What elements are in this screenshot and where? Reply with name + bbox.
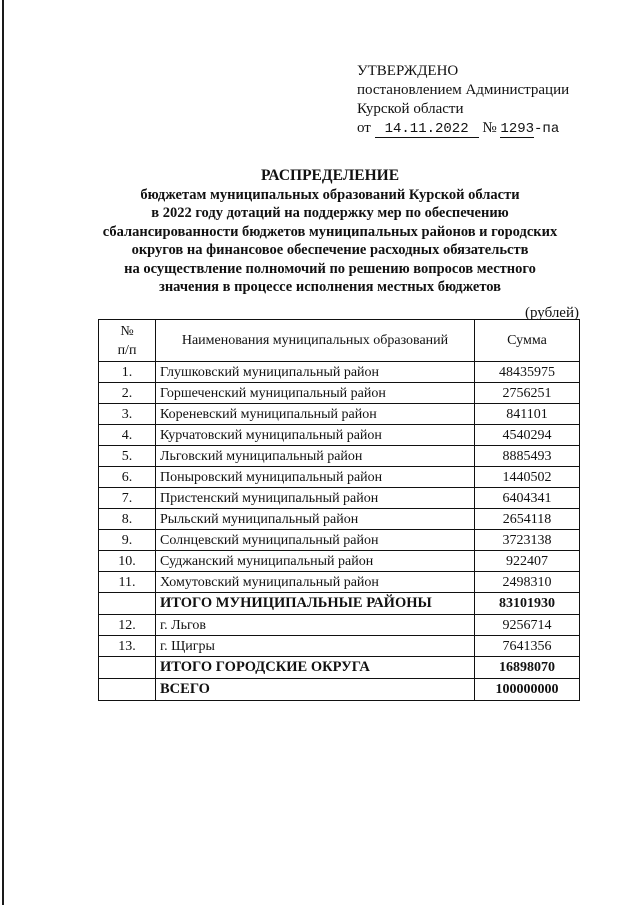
row-number	[99, 593, 156, 615]
header-number-sign: №	[120, 323, 134, 339]
table-row	[99, 446, 580, 467]
row-name: Солнцевский муниципальный район	[156, 530, 475, 551]
currency-unit: (рублей)	[524, 305, 579, 321]
row-number: 9.	[99, 530, 156, 551]
table-row	[99, 425, 580, 446]
row-sum: 7641356	[475, 636, 580, 657]
row-number: 7.	[99, 488, 156, 509]
row-name: Кореневский муниципальный район	[156, 404, 475, 425]
row-name: Хомутовский муниципальный район	[156, 572, 475, 593]
row-sum: 2756251	[475, 383, 580, 404]
row-name: Льговский муниципальный район	[156, 446, 475, 467]
table-row	[99, 488, 580, 509]
row-name: ИТОГО МУНИЦИПАЛЬНЫЕ РАЙОНЫ	[156, 593, 475, 615]
row-sum: 100000000	[475, 679, 580, 701]
row-sum: 2654118	[475, 509, 580, 530]
row-sum: 1440502	[475, 467, 580, 488]
header-name: Наименования муниципальных образований	[156, 320, 475, 362]
title-line: сбалансированности бюджетов муниципальных районов и городских	[102, 223, 558, 240]
date-prefix: от	[357, 120, 371, 136]
row-name: Горшеченский муниципальный район	[156, 383, 475, 404]
table-total-row	[99, 593, 580, 615]
approval-heading: УТВЕРЖДЕНО	[357, 63, 459, 79]
row-number: 11.	[99, 572, 156, 593]
document-title	[70, 167, 590, 297]
approval-number: 1293	[500, 121, 535, 137]
row-sum: 6404341	[475, 488, 580, 509]
title-line: бюджетам муниципальных образований Курской области	[140, 186, 520, 203]
header-number	[99, 320, 156, 362]
row-sum: 8885493	[475, 446, 580, 467]
row-name: ВСЕГО	[156, 679, 475, 701]
table-row	[99, 615, 580, 636]
row-sum: 16898070	[475, 657, 580, 679]
row-number: 10.	[99, 551, 156, 572]
row-number	[99, 657, 156, 679]
row-sum: 83101930	[475, 593, 580, 615]
row-number: 3.	[99, 404, 156, 425]
table-row	[99, 509, 580, 530]
row-sum: 48435975	[475, 362, 580, 383]
number-prefix: №	[482, 120, 497, 136]
row-sum: 2498310	[475, 572, 580, 593]
table-row	[99, 467, 580, 488]
approval-date: 14.11.2022	[375, 122, 479, 138]
row-number	[99, 679, 156, 701]
row-number: 1.	[99, 362, 156, 383]
table-total-row	[99, 679, 580, 701]
row-number: 4.	[99, 425, 156, 446]
row-sum: 4540294	[475, 425, 580, 446]
row-number: 8.	[99, 509, 156, 530]
title-line: в 2022 году дотаций на поддержку мер по обеспечению	[151, 205, 509, 221]
row-name: Поныровский муниципальный район	[156, 467, 475, 488]
row-sum: 922407	[475, 551, 580, 572]
row-name: ИТОГО ГОРОДСКИЕ ОКРУГА	[156, 657, 475, 679]
row-sum: 3723138	[475, 530, 580, 551]
row-name: Рыльский муниципальный район	[156, 509, 475, 530]
title-line: округов на финансовое обеспечение расходных обязательств	[131, 242, 529, 258]
title-main: РАСПРЕДЕЛЕНИЕ	[260, 167, 400, 184]
table-row	[99, 636, 580, 657]
row-name: г. Щигры	[156, 636, 475, 657]
row-name: Глушковский муниципальный район	[156, 362, 475, 383]
title-line: на осуществление полномочий по решению вопросов местного	[124, 260, 536, 277]
row-name: г. Льгов	[156, 615, 475, 636]
approval-line: Курской области	[357, 101, 464, 117]
row-number: 6.	[99, 467, 156, 488]
row-sum: 841101	[475, 404, 580, 425]
title-line: значения в процессе исполнения местных бюджетов	[159, 279, 501, 295]
row-number: 5.	[99, 446, 156, 467]
approval-line: постановлением Администрации	[357, 82, 570, 98]
approval-date-line	[357, 119, 569, 139]
row-name: Суджанский муниципальный район	[156, 551, 475, 572]
row-number: 13.	[99, 636, 156, 657]
table-row	[99, 572, 580, 593]
row-name: Пристенский муниципальный район	[156, 488, 475, 509]
table-row	[99, 362, 580, 383]
header-sum: Сумма	[475, 320, 580, 362]
table-header-row	[99, 320, 580, 362]
scan-edge-line	[2, 0, 4, 905]
table-row	[99, 530, 580, 551]
approval-number-suffix: -па	[534, 121, 560, 137]
row-name: Курчатовский муниципальный район	[156, 425, 475, 446]
header-number-abbr: п/п	[117, 342, 137, 358]
row-number: 12.	[99, 615, 156, 636]
distribution-table	[98, 319, 580, 701]
table-row	[99, 383, 580, 404]
approval-stamp	[357, 62, 569, 139]
table-row	[99, 404, 580, 425]
table-row	[99, 551, 580, 572]
row-sum: 9256714	[475, 615, 580, 636]
row-number: 2.	[99, 383, 156, 404]
table-total-row	[99, 657, 580, 679]
